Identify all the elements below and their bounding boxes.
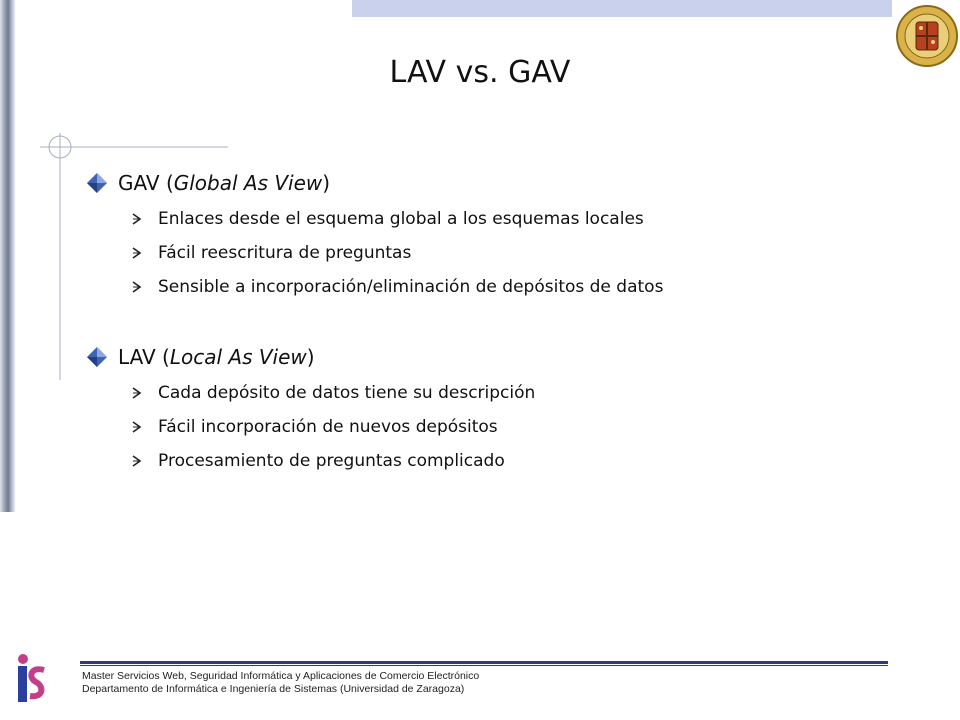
gav-item-text: Sensible a incorporación/eliminación de depósitos de datos	[158, 277, 664, 297]
university-seal-icon	[895, 4, 959, 68]
gav-item-text: Fácil reescritura de preguntas	[158, 243, 412, 263]
lav-heading	[86, 342, 535, 372]
lav-title-suffix: )	[306, 345, 315, 369]
gav-item-text: Enlaces desde el esquema global a los esquemas locales	[158, 209, 644, 229]
arrow-bullet-icon	[130, 386, 144, 400]
lav-item-text: Cada depósito de datos tiene su descripción	[158, 383, 536, 403]
lav-section	[86, 342, 535, 478]
lav-item-text: Procesamiento de preguntas complicado	[158, 451, 505, 471]
footer-rule-thin	[80, 665, 888, 666]
arrow-bullet-icon	[130, 420, 144, 434]
gav-title-prefix: GAV (	[118, 171, 174, 195]
gav-title-suffix: )	[322, 171, 331, 195]
arrow-bullet-icon	[130, 212, 144, 226]
lav-subitems	[86, 376, 535, 478]
list-item	[130, 202, 663, 236]
lav-title-prefix: LAV (	[118, 345, 170, 369]
arrow-bullet-icon	[130, 246, 144, 260]
list-item	[130, 410, 535, 444]
arrow-bullet-icon	[130, 454, 144, 468]
gav-heading	[86, 168, 663, 198]
gav-subitems	[86, 202, 663, 304]
list-item	[130, 444, 535, 478]
footer	[82, 670, 479, 696]
footer-line-1: Master Servicios Web, Seguridad Informática y Aplicaciones de Comercio Electrónico	[82, 670, 480, 682]
footer-line-2: Departamento de Informática e Ingeniería de Sistemas (Universidad de Zaragoza)	[82, 683, 465, 695]
list-item	[130, 270, 663, 304]
gav-section	[86, 168, 663, 304]
iis-logo-icon	[14, 654, 50, 708]
arrow-bullet-icon	[130, 280, 144, 294]
list-item	[130, 236, 663, 270]
gav-title-italic: Global As View	[173, 171, 323, 195]
diamond-bullet-icon	[86, 172, 108, 194]
diamond-bullet-icon	[86, 346, 108, 368]
footer-rule	[80, 661, 888, 664]
list-item	[130, 376, 535, 410]
lav-item-text: Fácil incorporación de nuevos depósitos	[158, 417, 498, 437]
slide-title: LAV vs. GAV	[389, 55, 571, 90]
lav-title-italic: Local As View	[169, 345, 307, 369]
